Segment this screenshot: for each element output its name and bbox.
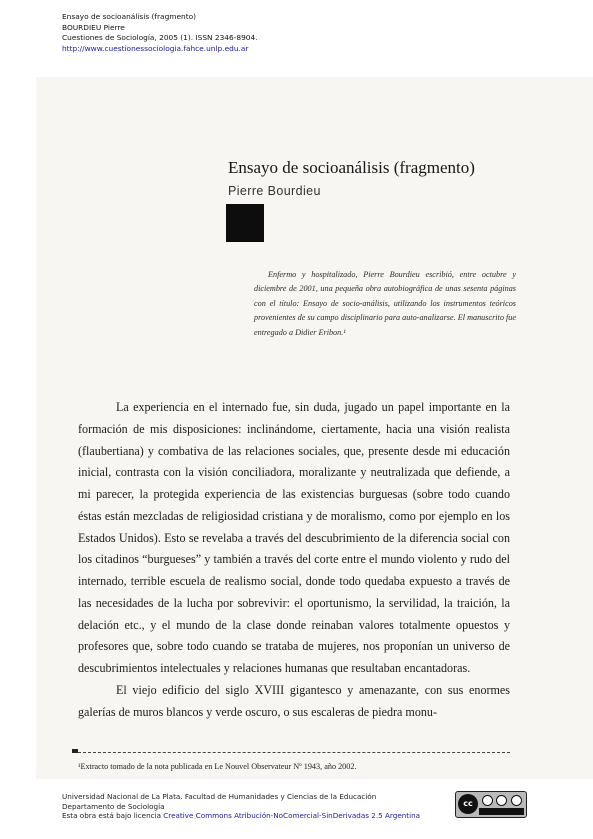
footer-department: Departamento de Sociología	[62, 801, 165, 811]
footer-license-prefix: Esta obra está bajo licencia	[62, 811, 164, 821]
nd-icon	[511, 795, 522, 806]
black-square-ornament	[226, 204, 264, 242]
header-title: Ensayo de socioanálisis (fragmento)	[62, 12, 197, 21]
by-icon	[482, 795, 493, 806]
article-title: Ensayo de socioanálisis (fragmento)	[228, 158, 475, 177]
article-author: Pierre Bourdieu	[228, 184, 321, 198]
footer-institution: Universidad Nacional de La Plata. Facultad de Humanidades y Ciencias de la Educación	[62, 792, 377, 801]
header-author: BOURDIEU Pierre	[62, 22, 125, 32]
article-body	[78, 397, 510, 723]
document-footer	[62, 792, 420, 821]
creative-commons-badge[interactable]	[455, 791, 527, 818]
footnote-rule	[78, 752, 510, 753]
nc-icon	[496, 795, 507, 806]
document-header	[62, 12, 258, 54]
license-icons	[480, 795, 524, 808]
header-url-link[interactable]: http://www.cuestionessociologia.fahce.unlp.edu.ar	[62, 43, 249, 53]
footnote: ¹Extracto tomado de la nota publicada en Le Nouvel Observateur Nº 1943, año 2002.	[78, 762, 357, 771]
article-intro: Enfermo y hospitalizado, Pierre Bourdieu escribió, entre octubre y diciembre de 2001, una pequeña obra autobiográfica de unas sesenta páginas con el título: Ensayo de socio-análisis, utilizando los instrumentos teóricos provenientes de su campo disciplinario para auto-analizarse. El manuscrito fue entregado a Didier Eribon.¹	[254, 270, 516, 337]
cc-logo-icon: cc	[458, 794, 478, 814]
license-link[interactable]: Creative Commons Atribución-NoComercial-SinDerivadas 2.5 Argentina	[163, 811, 421, 821]
header-citation: Cuestiones de Sociología, 2005 (1). ISSN 2346-8904.	[62, 33, 258, 43]
footer-license-line	[62, 811, 420, 821]
body-paragraph-1: La experiencia en el internado fue, sin duda, jugado un papel importante en la formación de mis disposiciones: inclinándome, ciertamente, hacia una visión realista (flaubertiana) y combativa de las relaciones sociales, que, presente desde mi educación inicial, contrasta con la visión conciliadora, moralizante y neutralizada que defiende, a mi parecer, la protegida experiencia de las existencias burguesas (sobre todo cuando éstas están mezcladas de religiosidad cristiana y de moralismo, como por ejemplo en los Estados Unidos). Esto se revelaba a través del descubrimiento de la diferencia social con los citadinos “burgueses” y también a través del corte entre el mundo violento y rudo del internado, terrible escuela de realismo social, donde todo quedaba expuesto a través de las necesidades de la lucha por sobrevivir: el oportunismo, la servilidad, la traición, la delación etc., y el mundo de la clase donde reinaban valores totalmente opuestos y profesores que, sobre todo cuando se trataba de mujeres, nos proponían un universo de descubrimientos intelectuales y relaciones humanas que resultaban encantadoras.	[78, 400, 510, 675]
license-label-bar	[479, 808, 524, 815]
body-paragraph-2: El viejo edificio del siglo XVIII gigantesco y amenazante, con sus enormes galerías de muros blancos y verde oscuro, o sus escaleras de piedra monu-	[78, 682, 510, 719]
